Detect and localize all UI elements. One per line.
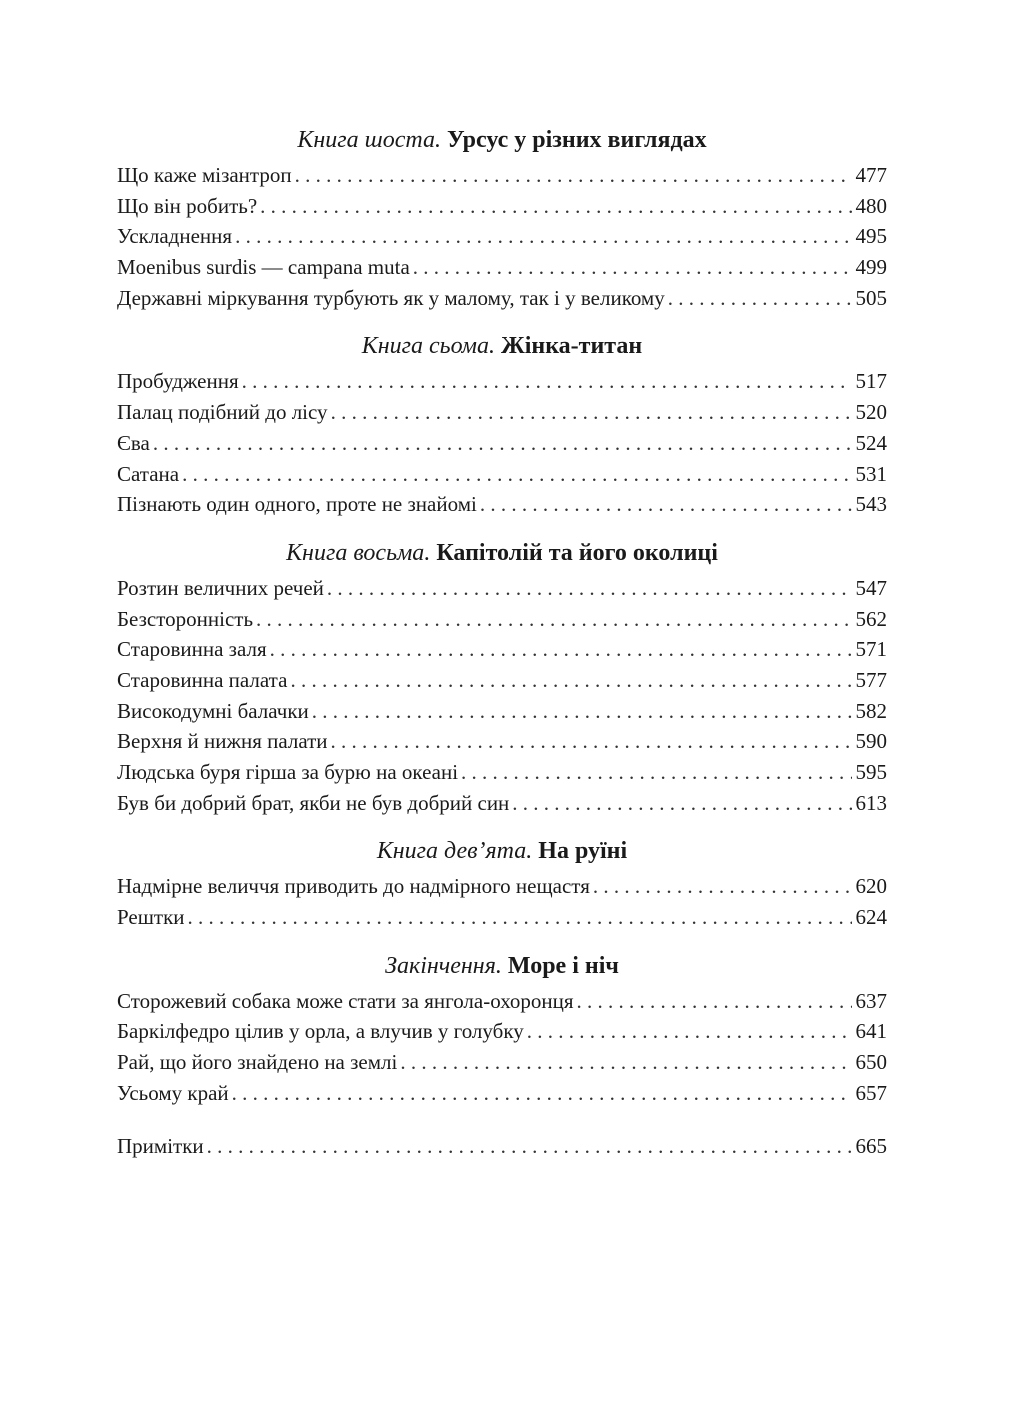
- entry-title: Усьому край: [117, 1080, 229, 1105]
- dot-leader: [242, 366, 852, 397]
- page-number: 650: [855, 1050, 887, 1075]
- dot-leader: [207, 1131, 852, 1162]
- toc-entry[interactable]: [117, 1078, 887, 1109]
- toc-section: [117, 330, 887, 519]
- page-number: 665: [855, 1133, 887, 1158]
- section-heading: Закінчення. Море і ніч: [385, 952, 619, 979]
- dot-leader: [512, 788, 851, 819]
- toc-entry[interactable]: [117, 986, 887, 1017]
- entry-title: Єва: [117, 430, 150, 455]
- page-number: 590: [855, 729, 887, 754]
- toc-entries: [117, 871, 887, 932]
- toc-entries: [117, 986, 887, 1109]
- section-heading: Книга шоста. Урсус у різних виглядах: [297, 127, 707, 153]
- dot-leader: [331, 726, 852, 757]
- entry-title: Високодумні балачки: [117, 698, 309, 723]
- dot-leader: [182, 459, 851, 490]
- entry-title: Ускладнення: [117, 224, 233, 249]
- page-number: 495: [855, 224, 887, 249]
- toc-entry[interactable]: [117, 459, 887, 490]
- dot-leader: [295, 160, 852, 191]
- page-number: 657: [855, 1080, 887, 1105]
- toc-section: [117, 537, 887, 819]
- toc-entry-notes[interactable]: [117, 1131, 887, 1162]
- toc-entry[interactable]: [117, 283, 887, 314]
- toc-section: [117, 124, 887, 313]
- page-number: 505: [855, 285, 887, 310]
- book-number: Закінчення: [385, 952, 496, 979]
- dot-leader: [527, 1016, 852, 1047]
- toc-entry[interactable]: [117, 604, 887, 635]
- toc-entry[interactable]: [117, 665, 887, 696]
- page-number: 524: [855, 430, 887, 455]
- book-title: Море і ніч: [507, 952, 619, 979]
- toc-entry[interactable]: [117, 1016, 887, 1047]
- page-number: 620: [855, 874, 887, 899]
- page-number: 562: [855, 606, 887, 631]
- toc-entry[interactable]: [117, 489, 887, 520]
- entry-title: Був би добрий брат, якби не був добрий син: [117, 790, 510, 815]
- entry-title: Баркілфедро цілив у орла, а влучив у голубку: [117, 1019, 524, 1044]
- toc-entry[interactable]: [117, 160, 887, 191]
- page-number: 480: [855, 193, 887, 218]
- entry-title: Пізнають один одного, проте не знайомі: [117, 492, 477, 517]
- toc-entry[interactable]: [117, 788, 887, 819]
- page-number: 571: [855, 637, 887, 662]
- entry-title: Безсторонність: [117, 606, 254, 631]
- dot-leader: [256, 604, 851, 635]
- entry-title: Сторожевий собака може стати за янгола-охоронця: [117, 988, 574, 1013]
- page-number: 582: [855, 698, 887, 723]
- section-heading: Книга сьома. Жінка-титан: [361, 333, 643, 360]
- toc-entry[interactable]: [117, 397, 887, 428]
- toc-entry[interactable]: [117, 696, 887, 727]
- toc-entry[interactable]: [117, 1047, 887, 1078]
- dot-leader: [413, 252, 852, 283]
- page-number: 517: [855, 369, 887, 394]
- toc-entry[interactable]: [117, 428, 887, 459]
- entry-title: Пробудження: [117, 369, 239, 394]
- toc-entries: [117, 366, 887, 519]
- entry-title: Палац подібний до лісу: [117, 400, 328, 425]
- entry-title: Що він робить?: [117, 193, 258, 218]
- page-number: 531: [855, 461, 887, 486]
- page-number: 477: [855, 163, 887, 187]
- dot-leader: [260, 191, 851, 222]
- entry-title: Moenibus surdis — campana muta: [117, 255, 410, 280]
- entry-title: Сатана: [117, 461, 180, 486]
- dot-leader: [188, 902, 852, 933]
- page-number: 624: [855, 905, 887, 930]
- toc-entry[interactable]: [117, 191, 887, 222]
- dot-leader: [327, 573, 852, 604]
- dot-leader: [235, 221, 851, 252]
- page-number: 547: [855, 575, 887, 600]
- page-number: 499: [855, 255, 887, 280]
- book-title: Урсус у різних виглядах: [446, 127, 707, 153]
- book-number: Книга восьма: [286, 539, 425, 566]
- toc-entry[interactable]: [117, 573, 887, 604]
- dot-leader: [593, 871, 852, 902]
- page-number: 577: [855, 667, 887, 692]
- toc-entry[interactable]: [117, 726, 887, 757]
- section-heading: Книга восьма. Капітолій та його околиці: [286, 539, 718, 566]
- toc-entry[interactable]: [117, 871, 887, 902]
- book-title: Жінка-титан: [500, 333, 643, 360]
- toc-section: [117, 950, 887, 1109]
- dot-leader: [480, 489, 852, 520]
- entry-title: Державні міркування турбують як у малому, так і у великому: [117, 285, 665, 310]
- toc-entry[interactable]: [117, 902, 887, 933]
- toc-entry[interactable]: [117, 252, 887, 283]
- notes-section: [117, 1131, 887, 1162]
- book-number: Книга сьома: [361, 333, 489, 360]
- entry-title: Старовинна заля: [117, 637, 267, 662]
- page-number: 613: [855, 790, 887, 815]
- page-number: 595: [855, 760, 887, 784]
- toc-entry[interactable]: [117, 221, 887, 252]
- entry-title: Розтин величних речей: [117, 575, 324, 600]
- dot-leader: [290, 665, 851, 696]
- dot-leader: [577, 986, 852, 1017]
- dot-leader: [153, 428, 852, 459]
- dot-leader: [270, 634, 852, 665]
- book-number: Книга шоста: [297, 127, 435, 153]
- book-number: Книга дев’ята: [376, 838, 527, 865]
- toc-entry[interactable]: [117, 366, 887, 397]
- table-of-contents: [117, 124, 887, 1161]
- section-heading: Книга дев’ята. На руїні: [376, 838, 628, 865]
- toc-entries: [117, 573, 887, 819]
- entry-title: Старовинна палата: [117, 667, 288, 692]
- entry-title: Рештки: [117, 905, 185, 930]
- page-number: 520: [855, 400, 887, 425]
- entry-title: Примітки: [117, 1133, 204, 1158]
- page-number: 543: [855, 492, 887, 517]
- entry-title: Що каже мізантроп: [117, 163, 292, 187]
- dot-leader: [312, 696, 852, 727]
- dot-leader: [668, 283, 852, 314]
- dot-leader: [232, 1078, 852, 1109]
- book-title: На руїні: [538, 838, 628, 865]
- toc-entry[interactable]: [117, 757, 887, 788]
- toc-section: [117, 835, 887, 932]
- entry-title: Людська буря гірша за бурю на океані: [117, 760, 459, 784]
- book-title: Капітолій та його околиці: [436, 539, 718, 566]
- page-number: 641: [855, 1019, 887, 1044]
- dot-leader: [461, 757, 851, 788]
- entry-title: Рай, що його знайдено на землі: [117, 1050, 398, 1075]
- page-number: 637: [855, 988, 887, 1013]
- toc-entries: [117, 160, 887, 313]
- entry-title: Верхня й нижня палати: [117, 729, 328, 754]
- dot-leader: [400, 1047, 851, 1078]
- entry-title: Надмірне величчя приводить до надмірного нещастя: [117, 874, 590, 899]
- dot-leader: [331, 397, 852, 428]
- toc-entry[interactable]: [117, 634, 887, 665]
